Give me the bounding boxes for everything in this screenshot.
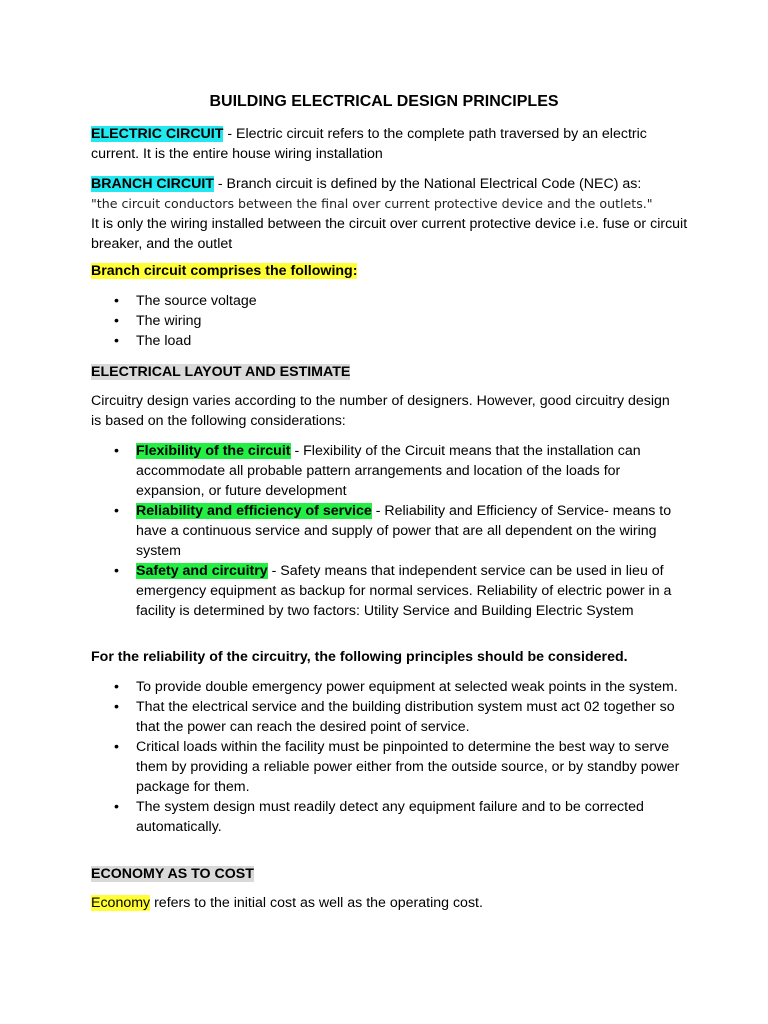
bullet-icon: •	[114, 293, 119, 309]
list-item: • The wiring	[114, 313, 202, 329]
economy-paragraph: Economy refers to the initial cost as well as the operating cost.	[91, 895, 483, 911]
economy-term: Economy	[91, 895, 151, 911]
bullet-icon: •	[114, 503, 119, 519]
page-title: BUILDING ELECTRICAL DESIGN PRINCIPLES	[209, 93, 559, 110]
bullet-icon: •	[114, 563, 119, 579]
layout-heading: ELECTRICAL LAYOUT AND ESTIMATE	[91, 364, 351, 380]
electric-circuit-definition: - Electric circuit refers to the complete path traversed by an electric current. It is the entire house wiring installation	[91, 126, 647, 162]
branch-components-list	[91, 291, 691, 351]
list-item: • The system design must readily detect any equipment failure and to be corrected automatically.	[114, 799, 644, 835]
list-item: • To provide double emergency power equipment at selected weak points in the system.	[114, 679, 678, 695]
bullet-icon: •	[114, 443, 119, 459]
consideration-term: Flexibility of the circuit	[136, 443, 291, 459]
economy-heading: ECONOMY AS TO COST	[91, 866, 254, 882]
list-item: • That the electrical service and the building distribution system must act 02 together so that the power can reach the desired point of service.	[114, 699, 675, 735]
list-item: • The source voltage	[114, 293, 257, 309]
bullet-icon: •	[114, 739, 119, 755]
list-item: • Safety and circuitry - Safety means that independent service can be used in lieu of emergency equipment as backup for normal services. Reliability of electric power in a facility is determined by two factors: Utility Service and Building Electric System	[114, 563, 672, 619]
bullet-icon: •	[114, 333, 119, 349]
reliability-heading: For the reliability of the circuitry, the following principles should be considered.	[91, 649, 628, 665]
electric-circuit-term: ELECTRIC CIRCUIT	[91, 126, 224, 142]
branch-circuit-term: BRANCH CIRCUIT	[91, 176, 214, 192]
consideration-term: Safety and circuitry	[136, 563, 268, 579]
branch-circuit-extra: It is only the wiring installed between the circuit over current protective device i.e. fuse or circuit breaker, and the outlet	[91, 216, 688, 252]
bullet-icon: •	[114, 679, 119, 695]
bullet-icon: •	[114, 699, 119, 715]
considerations-list	[91, 441, 691, 621]
list-item: • The load	[114, 333, 192, 349]
electric-circuit-paragraph	[91, 124, 691, 164]
layout-intro: Circuitry design varies according to the number of designers. However, good circuitry design is based on the following considerations:	[91, 393, 670, 429]
bullet-icon: •	[114, 799, 119, 815]
list-item: • Reliability and efficiency of service - Reliability and Efficiency of Service- means to have a continuous service and supply of power that are all dependent on the wiring system	[114, 503, 672, 559]
consideration-term: Reliability and efficiency of service	[136, 503, 372, 519]
branch-comprises-heading: Branch circuit comprises the following:	[91, 263, 358, 279]
reliability-list	[91, 677, 681, 837]
list-item: • Critical loads within the facility must be pinpointed to determine the best way to serve them by providing a reliable power either from the outside source, or by standby power package for them.	[114, 739, 680, 795]
bullet-icon: •	[114, 313, 119, 329]
branch-circuit-definition: - Branch circuit is defined by the National Electrical Code (NEC) as:	[213, 176, 642, 192]
branch-circuit-paragraph	[91, 174, 691, 254]
nec-quote: "the circuit conductors between the final over current protective device and the outlets."	[91, 196, 653, 211]
list-item: • Flexibility of the circuit - Flexibility of the Circuit means that the installation can accommodate all probable pattern arrangements and location of the loads for expansion, or future development	[114, 443, 641, 499]
